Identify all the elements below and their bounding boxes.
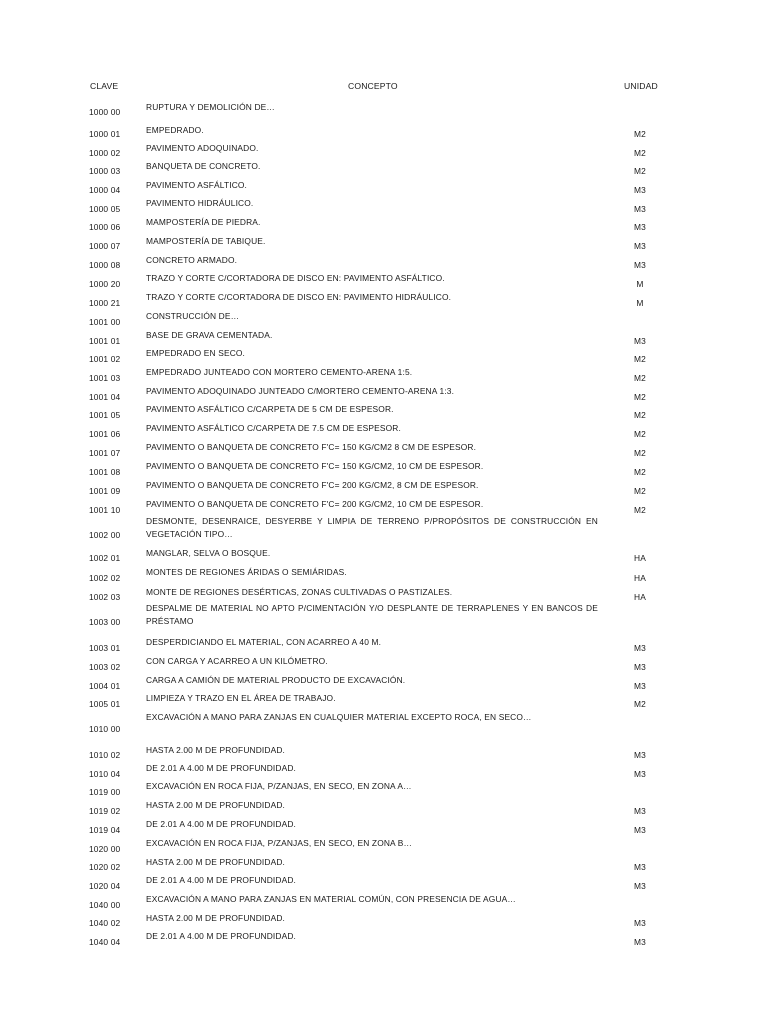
- row-unidad: M2: [634, 486, 646, 496]
- row-clave: 1019 00: [89, 787, 121, 797]
- row-clave: 1002 01: [89, 553, 121, 563]
- row-unidad: M3: [634, 806, 646, 816]
- row-concepto: PAVIMENTO ADOQUINADO.: [146, 143, 259, 153]
- row-clave: 1000 21: [89, 298, 121, 308]
- row-clave: 1002 02: [89, 573, 121, 583]
- row-concepto: TRAZO Y CORTE C/CORTADORA DE DISCO EN: PAVIMENTO HIDRÁULICO.: [146, 292, 452, 302]
- row-concepto: TRAZO Y CORTE C/CORTADORA DE DISCO EN: PAVIMENTO ASFÁLTICO.: [146, 273, 445, 283]
- row-unidad: M: [636, 298, 644, 308]
- row-clave: 1000 07: [89, 241, 121, 251]
- row-clave: 1010 02: [89, 750, 121, 760]
- row-unidad: M3: [634, 825, 646, 835]
- row-unidad: M2: [634, 129, 646, 139]
- row-concepto: DE 2.01 A 4.00 M DE PROFUNDIDAD.: [146, 819, 297, 829]
- row-clave: 1010 00: [89, 724, 121, 734]
- row-clave: 1000 04: [89, 185, 121, 195]
- row-concepto: PAVIMENTO ASFÁLTICO.: [146, 180, 248, 190]
- row-unidad: HA: [634, 553, 646, 563]
- row-clave: 1000 00: [89, 107, 121, 117]
- row-unidad: M3: [634, 241, 646, 251]
- row-clave: 1001 03: [89, 373, 121, 383]
- row-clave: 1040 02: [89, 918, 121, 928]
- row-concepto: PAVIMENTO ASFÁLTICO C/CARPETA DE 7.5 CM DE ESPESOR.: [146, 423, 401, 433]
- row-unidad: M2: [634, 467, 646, 477]
- row-concepto: HASTA 2.00 M DE PROFUNDIDAD.: [146, 913, 285, 923]
- row-clave: 1000 03: [89, 166, 121, 176]
- row-clave: 1001 02: [89, 354, 121, 364]
- row-clave: 1001 06: [89, 429, 121, 439]
- row-concepto: EMPEDRADO JUNTEADO CON MORTERO CEMENTO-ARENA 1:5.: [146, 367, 413, 377]
- row-concepto: DESPALME DE MATERIAL NO APTO P/CIMENTACIÓN Y/O DESPLANTE DE TERRAPLENES Y EN BANCOS DE PRÉSTAMO: [146, 603, 598, 626]
- row-unidad: M3: [634, 643, 646, 653]
- row-concepto: CON CARGA Y ACARREO A UN KILÓMETRO.: [146, 656, 328, 666]
- row-clave: 1002 00: [89, 530, 121, 540]
- row-concepto: DE 2.01 A 4.00 M DE PROFUNDIDAD.: [146, 875, 297, 885]
- row-concepto: PAVIMENTO ASFÁLTICO C/CARPETA DE 5 CM DE ESPESOR.: [146, 404, 394, 414]
- row-unidad: M2: [634, 699, 646, 709]
- row-concepto: EMPEDRADO EN SECO.: [146, 348, 246, 358]
- row-clave: 1000 20: [89, 279, 121, 289]
- row-clave: 1000 05: [89, 204, 121, 214]
- row-clave: 1000 08: [89, 260, 121, 270]
- row-clave: 1001 05: [89, 410, 121, 420]
- header-concepto: CONCEPTO: [348, 81, 398, 91]
- row-concepto: DE 2.01 A 4.00 M DE PROFUNDIDAD.: [146, 763, 297, 773]
- row-clave: 1019 02: [89, 806, 121, 816]
- row-concepto: DESPERDICIANDO EL MATERIAL, CON ACARREO A 40 M.: [146, 637, 382, 647]
- row-clave: 1000 01: [89, 129, 121, 139]
- row-concepto: HASTA 2.00 M DE PROFUNDIDAD.: [146, 745, 285, 755]
- row-concepto: EMPEDRADO.: [146, 125, 204, 135]
- row-concepto: EXCAVACIÓN A MANO PARA ZANJAS EN MATERIAL COMÚN, CON PRESENCIA DE AGUA…: [146, 894, 516, 904]
- row-clave: 1001 00: [89, 317, 121, 327]
- header-unidad: UNIDAD: [624, 81, 658, 91]
- row-unidad: M2: [634, 392, 646, 402]
- row-unidad: M3: [634, 336, 646, 346]
- row-concepto: LIMPIEZA Y TRAZO EN EL ÁREA DE TRABAJO.: [146, 693, 336, 703]
- row-unidad: M2: [634, 410, 646, 420]
- row-concepto: RUPTURA Y DEMOLICIÓN DE…: [146, 102, 275, 112]
- row-unidad: M3: [634, 750, 646, 760]
- row-clave: 1003 02: [89, 662, 121, 672]
- row-concepto: CARGA A CAMIÓN DE MATERIAL PRODUCTO DE EXCAVACIÓN.: [146, 675, 406, 685]
- row-concepto: PAVIMENTO O BANQUETA DE CONCRETO F'C= 200 KG/CM2, 8 CM DE ESPESOR.: [146, 480, 479, 490]
- row-unidad: M3: [634, 681, 646, 691]
- row-concepto: PAVIMENTO O BANQUETA DE CONCRETO F'C= 150 KG/CM2, 10 CM DE ESPESOR.: [146, 461, 484, 471]
- row-concepto: MONTES DE REGIONES ÁRIDAS O SEMIÁRIDAS.: [146, 567, 347, 577]
- row-unidad: M3: [634, 769, 646, 779]
- row-clave: 1001 10: [89, 505, 121, 515]
- row-clave: 1003 00: [89, 617, 121, 627]
- row-unidad: M: [636, 279, 644, 289]
- row-concepto: EXCAVACIÓN A MANO PARA ZANJAS EN CUALQUIER MATERIAL EXCEPTO ROCA, EN SECO…: [146, 712, 532, 722]
- row-clave: 1040 00: [89, 900, 121, 910]
- row-clave: 1000 06: [89, 222, 121, 232]
- row-unidad: HA: [634, 592, 646, 602]
- row-concepto: MAMPOSTERÍA DE PIEDRA.: [146, 217, 261, 227]
- row-unidad: M3: [634, 918, 646, 928]
- row-concepto: MONTE DE REGIONES DESÉRTICAS, ZONAS CULTIVADAS O PASTIZALES.: [146, 587, 453, 597]
- row-concepto: HASTA 2.00 M DE PROFUNDIDAD.: [146, 800, 285, 810]
- row-concepto: PAVIMENTO O BANQUETA DE CONCRETO F'C= 200 KG/CM2, 10 CM DE ESPESOR.: [146, 499, 484, 509]
- row-concepto: DE 2.01 A 4.00 M DE PROFUNDIDAD.: [146, 931, 297, 941]
- row-clave: 1040 04: [89, 937, 121, 947]
- row-unidad: M2: [634, 166, 646, 176]
- row-unidad: M3: [634, 862, 646, 872]
- row-concepto: BASE DE GRAVA CEMENTADA.: [146, 330, 273, 340]
- row-concepto: PAVIMENTO ADOQUINADO JUNTEADO C/MORTERO CEMENTO-ARENA 1:3.: [146, 386, 455, 396]
- row-unidad: M3: [634, 222, 646, 232]
- row-concepto: PAVIMENTO HIDRÁULICO.: [146, 198, 254, 208]
- row-clave: 1004 01: [89, 681, 121, 691]
- row-unidad: M3: [634, 204, 646, 214]
- row-unidad: M3: [634, 881, 646, 891]
- row-clave: 1019 04: [89, 825, 121, 835]
- row-unidad: M2: [634, 429, 646, 439]
- row-unidad: M2: [634, 354, 646, 364]
- row-unidad: M3: [634, 260, 646, 270]
- row-concepto: HASTA 2.00 M DE PROFUNDIDAD.: [146, 857, 285, 867]
- row-unidad: M3: [634, 937, 646, 947]
- row-concepto: MAMPOSTERÍA DE TABIQUE.: [146, 236, 266, 246]
- row-clave: 1001 04: [89, 392, 121, 402]
- row-unidad: M2: [634, 148, 646, 158]
- header-clave: CLAVE: [90, 81, 119, 91]
- row-unidad: M3: [634, 662, 646, 672]
- row-unidad: M2: [634, 448, 646, 458]
- row-clave: 1001 09: [89, 486, 121, 496]
- row-concepto: BANQUETA DE CONCRETO.: [146, 161, 261, 171]
- row-unidad: M3: [634, 185, 646, 195]
- row-clave: 1010 04: [89, 769, 121, 779]
- row-clave: 1000 02: [89, 148, 121, 158]
- row-concepto: PAVIMENTO O BANQUETA DE CONCRETO F'C= 150 KG/CM2 8 CM DE ESPESOR.: [146, 442, 477, 452]
- row-clave: 1001 01: [89, 336, 121, 346]
- row-concepto: DESMONTE, DESENRAICE, DESYERBE Y LIMPIA DE TERRENO P/PROPÓSITOS DE CONSTRUCCIÓN EN VEGETACIÓN TIPO…: [146, 516, 598, 539]
- row-clave: 1001 07: [89, 448, 121, 458]
- row-concepto: EXCAVACIÓN EN ROCA FIJA, P/ZANJAS, EN SECO, EN ZONA A…: [146, 781, 412, 791]
- row-clave: 1020 04: [89, 881, 121, 891]
- row-concepto: EXCAVACIÓN EN ROCA FIJA, P/ZANJAS, EN SECO, EN ZONA B…: [146, 838, 413, 848]
- row-unidad: M2: [634, 373, 646, 383]
- row-clave: 1020 02: [89, 862, 121, 872]
- row-clave: 1005 01: [89, 699, 121, 709]
- row-clave: 1003 01: [89, 643, 121, 653]
- row-concepto: CONCRETO ARMADO.: [146, 255, 238, 265]
- row-unidad: HA: [634, 573, 646, 583]
- row-concepto: MANGLAR, SELVA O BOSQUE.: [146, 548, 271, 558]
- row-concepto: CONSTRUCCIÓN DE…: [146, 311, 240, 321]
- row-clave: 1002 03: [89, 592, 121, 602]
- row-clave: 1020 00: [89, 844, 121, 854]
- row-unidad: M2: [634, 505, 646, 515]
- row-clave: 1001 08: [89, 467, 121, 477]
